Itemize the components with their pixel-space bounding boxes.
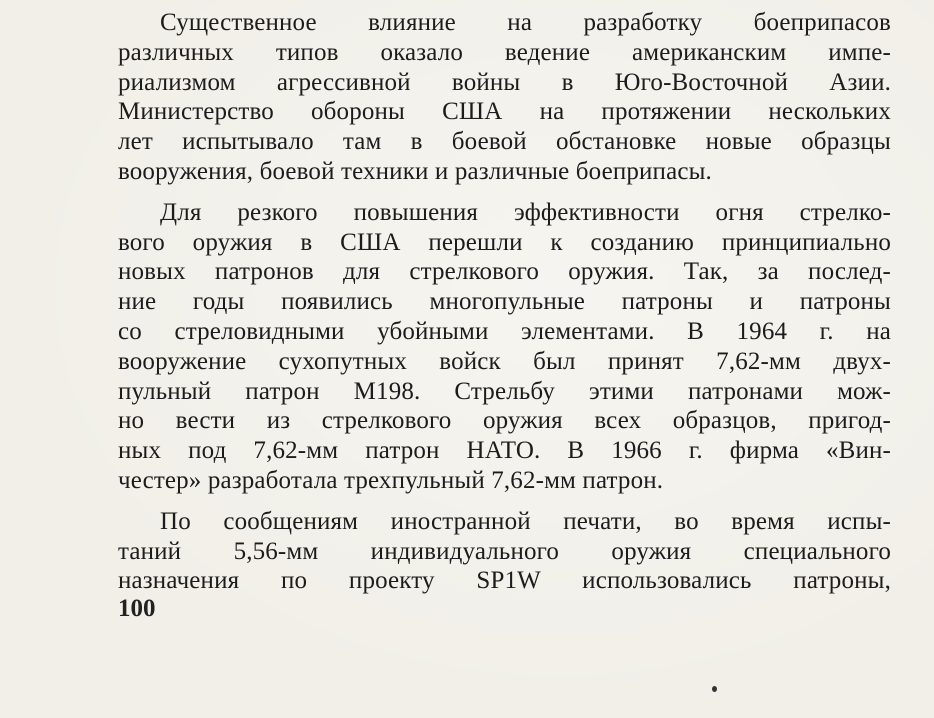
text-line: но вести из стрелкового оружия всех образцов, пригод- (118, 407, 891, 435)
ink-speck (712, 686, 717, 692)
text-line: различных типов оказало ведение американским импе- (118, 38, 891, 66)
text-line: со стреловидными убойными элементами. В 1964 г. на (118, 317, 891, 345)
text-line: честер» разработала трехпульный 7,62-мм патрон. (118, 466, 664, 494)
text-line: таний 5,56-мм индивидуального оружия специального (118, 537, 891, 565)
text-line: вооружения, боевой техники и различные боеприпасы. (118, 157, 712, 185)
text-line: Министерство обороны США на протяжении нескольких (118, 98, 891, 126)
text-line: пульный патрон М198. Стрельбу этими патронами мож- (118, 377, 891, 405)
text-line: новых патронов для стрелкового оружия. Так, за послед- (118, 258, 891, 286)
text-line: По сообщениям иностранной печати, во время испы- (160, 507, 891, 535)
text-line: Для резкого повышения эффективности огня стрелко- (160, 198, 891, 226)
text-line: вооружение сухопутных войск был принят 7,62-мм двух- (118, 347, 891, 375)
paragraph-3 (118, 507, 891, 596)
text-line: назначения по проекту SP1W использовались патроны, (118, 567, 891, 595)
page-number: 100 (118, 595, 156, 622)
text-line: Существенное влияние на разработку боеприпасов (160, 9, 891, 36)
text-line: ние годы появились многопульные патроны и патроны (118, 288, 891, 316)
text-line: лет испытывало там в боевой обстановке новые образцы (118, 128, 891, 156)
paragraph-1 (118, 8, 891, 187)
body-text (118, 8, 891, 607)
text-line: ных под 7,62-мм патрон НАТО. В 1966 г. фирма «Вин- (118, 437, 891, 465)
text-line: вого оружия в США перешли к созданию принципиально (118, 228, 891, 256)
paragraph-2 (118, 198, 891, 496)
text-line: риализмом агрессивной войны в Юго-Восточной Азии. (118, 68, 891, 96)
